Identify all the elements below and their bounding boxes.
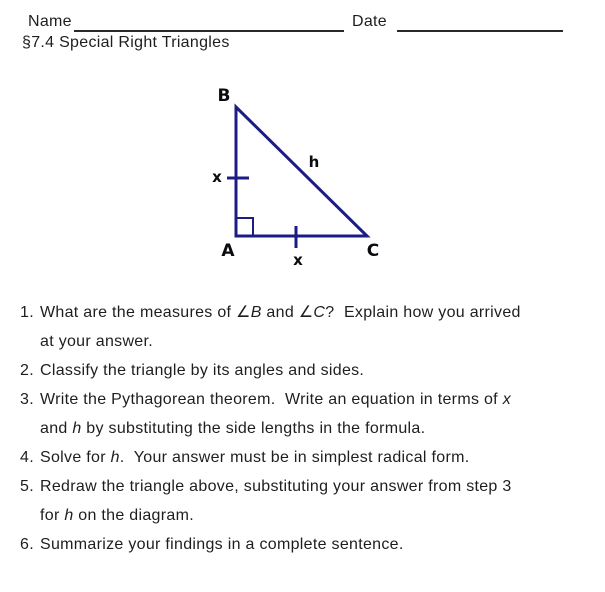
question-item — [20, 356, 590, 385]
question-text: Write the Pythagorean theorem. Write an equation in terms of x and h by substituting the side lengths in the formula. — [40, 391, 511, 437]
question-item — [20, 298, 590, 356]
question-text: Redraw the triangle above, substituting your answer from step 3 for h on the diagram. — [40, 478, 512, 524]
question-number: 4. — [20, 449, 34, 466]
question-number: 3. — [20, 391, 34, 408]
right-angle-mark — [236, 218, 253, 236]
question-item — [20, 530, 590, 559]
vertex-label-a: A — [221, 241, 235, 261]
side-label-ab: x — [212, 168, 222, 186]
question-text: Classify the triangle by its angles and sides. — [40, 362, 365, 379]
question-number: 1. — [20, 304, 34, 321]
question-item — [20, 472, 590, 530]
questions-list — [20, 298, 590, 559]
question-text: What are the measures of ∠B and ∠C? Explain how you arrived at your answer. — [40, 304, 521, 350]
date-label: Date — [352, 13, 387, 30]
question-item — [20, 443, 590, 472]
hypotenuse-label: h — [308, 153, 320, 171]
question-number: 6. — [20, 536, 34, 553]
triangle-shape — [236, 107, 367, 236]
vertex-label-c: C — [366, 241, 380, 261]
question-text: Summarize your findings in a complete sentence. — [40, 536, 404, 553]
worksheet-title: §7.4 Special Right Triangles — [22, 34, 230, 51]
question-number: 5. — [20, 478, 34, 495]
question-number: 2. — [20, 362, 34, 379]
side-label-ac: x — [293, 251, 303, 269]
question-text: Solve for h. Your answer must be in simplest radical form. — [40, 449, 470, 466]
vertex-label-b: B — [217, 86, 231, 106]
name-label: Name — [28, 13, 72, 30]
question-item — [20, 385, 590, 443]
